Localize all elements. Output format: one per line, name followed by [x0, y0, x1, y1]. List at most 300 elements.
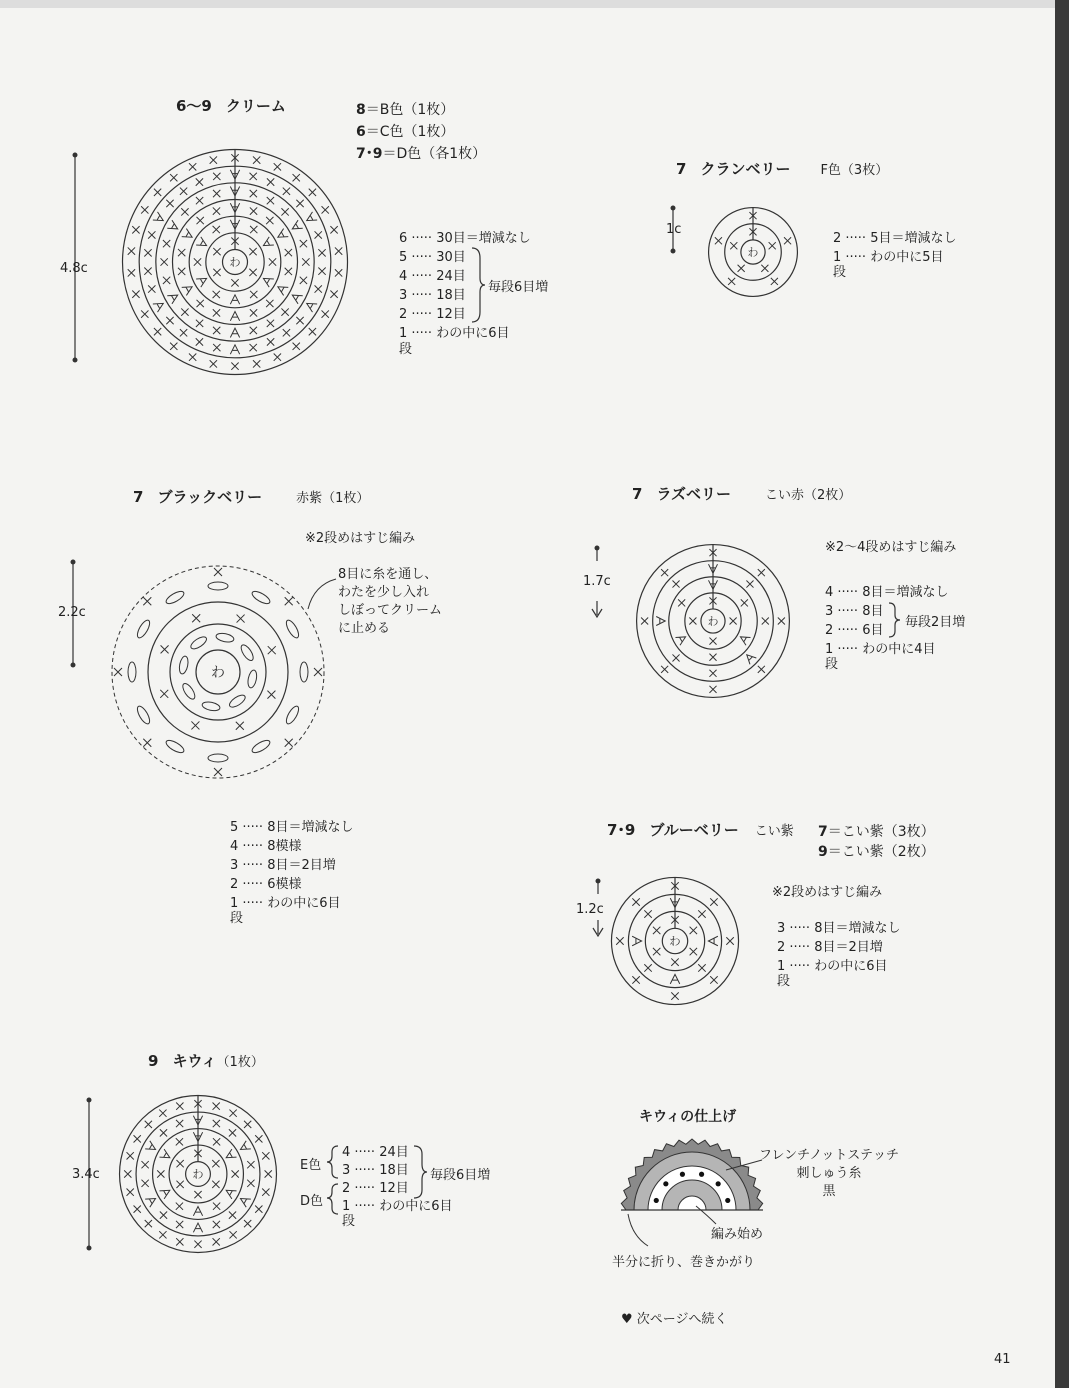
- cream-yarn-text: ＝B色（1枚）: [365, 102, 455, 118]
- single-crochet-mark: [285, 249, 292, 256]
- single-crochet-mark: [212, 1160, 219, 1167]
- single-crochet-mark: [180, 329, 187, 336]
- single-crochet-mark: [178, 249, 185, 256]
- single-crochet-mark: [250, 207, 257, 214]
- single-crochet-mark: [709, 670, 716, 677]
- cranberry-size-label: 1c: [666, 222, 682, 237]
- raspberry-title-number: 7: [632, 485, 643, 503]
- single-crochet-mark: [741, 599, 748, 606]
- french-knot-seed: [699, 1172, 704, 1177]
- single-crochet-mark: [281, 308, 288, 315]
- single-crochet-mark: [710, 898, 717, 905]
- french-knot-seed: [663, 1181, 668, 1186]
- single-crochet-mark: [762, 617, 769, 624]
- increase-mark: [238, 1195, 251, 1208]
- continued-text: 次ページへ続く: [636, 1312, 728, 1327]
- single-crochet-mark: [698, 964, 705, 971]
- single-crochet-mark: [213, 1221, 220, 1228]
- single-crochet-mark: [229, 1129, 236, 1136]
- single-crochet-mark: [268, 646, 276, 654]
- increase-mark-stroke: [261, 274, 274, 287]
- single-crochet-mark: [653, 948, 660, 955]
- kiwi-finish-start: 編み始め: [711, 1227, 764, 1242]
- increase-mark: [230, 312, 239, 321]
- magic-ring-label: わ: [669, 934, 681, 949]
- cream-title-name: クリーム: [225, 97, 286, 115]
- single-crochet-mark: [267, 320, 274, 327]
- increase-mark-stroke: [153, 299, 166, 312]
- puff-stitch-mark: [300, 662, 308, 682]
- blackberry-stitch-diagram: [106, 560, 330, 784]
- cranberry-title-number: 7: [676, 160, 687, 178]
- cream-brace: [470, 246, 486, 324]
- single-crochet-mark: [758, 666, 765, 673]
- kiwi-finish-title: キウィの仕上げ: [639, 1109, 737, 1125]
- blackberry-note: ※2段めはすじ編み: [305, 531, 416, 546]
- puff-stitch-mark: [135, 704, 152, 725]
- single-crochet-mark: [709, 638, 716, 645]
- single-crochet-mark: [176, 1203, 183, 1210]
- single-crochet-mark: [293, 174, 300, 181]
- puff-stitch-mark: [250, 738, 271, 755]
- row-dan-label: 段: [825, 657, 839, 672]
- row-text: 3 ····· 8目＝2目増: [230, 858, 336, 873]
- increase-mark: [196, 274, 209, 287]
- single-crochet-mark: [249, 269, 256, 276]
- single-crochet-mark: [296, 317, 303, 324]
- cream-title-number: 6〜9: [176, 97, 212, 115]
- single-crochet-mark: [616, 937, 623, 944]
- single-crochet-mark: [330, 226, 337, 233]
- single-crochet-mark: [689, 617, 696, 624]
- cream-yarn-num: 7･9: [356, 146, 383, 162]
- puff-stitch-mark: [250, 589, 271, 606]
- single-crochet-mark: [196, 320, 203, 327]
- single-crochet-mark: [197, 217, 204, 224]
- single-crochet-mark: [159, 1231, 166, 1238]
- kiwi-brace-note: 毎段6目増: [430, 1168, 491, 1183]
- row-dan-label: 段: [342, 1214, 356, 1229]
- blackberry-callout-leader: [300, 575, 340, 615]
- callout-line: 8目に糸を通し、: [338, 567, 438, 582]
- single-crochet-mark: [274, 163, 281, 170]
- increase-mark-stroke: [230, 328, 239, 337]
- increase-mark: [193, 1207, 202, 1216]
- single-crochet-mark: [285, 739, 293, 747]
- single-crochet-mark: [661, 666, 668, 673]
- row-text: 3 ····· 18目: [399, 288, 466, 303]
- increase-mark-stroke: [224, 1149, 237, 1162]
- single-crochet-mark: [160, 1211, 167, 1218]
- row-text: 2 ····· 6模様: [230, 877, 302, 892]
- increase-mark: [676, 633, 688, 645]
- callout-line: わたを少し入れ: [338, 585, 430, 600]
- increase-mark-stroke: [261, 237, 274, 250]
- single-crochet-mark: [213, 1120, 220, 1127]
- blueberry-title-number: 7･9: [607, 821, 636, 839]
- magic-ring-label: わ: [192, 1168, 204, 1182]
- increase-mark: [153, 212, 166, 225]
- single-crochet-mark: [166, 317, 173, 324]
- row-text: 3 ····· 8目: [825, 604, 884, 619]
- increase-mark-stroke: [290, 220, 303, 233]
- increase-mark-stroke: [744, 652, 757, 665]
- single-crochet-mark: [709, 654, 716, 661]
- blueberry-row-list: [777, 919, 900, 988]
- single-crochet-mark: [262, 1152, 269, 1159]
- single-crochet-mark: [255, 1135, 262, 1142]
- increase-mark: [290, 220, 303, 233]
- increase-mark-stroke: [708, 936, 717, 945]
- single-crochet-mark: [134, 1205, 141, 1212]
- single-crochet-mark: [213, 291, 220, 298]
- increase-mark: [230, 345, 239, 354]
- puff-stitch-mark: [239, 643, 256, 662]
- single-crochet-mark: [213, 207, 220, 214]
- blueberry-yarn-text: ＝こい紫（2枚）: [827, 844, 935, 860]
- single-crochet-mark: [141, 310, 148, 317]
- blueberry-yarn-text: ＝こい紫（3枚）: [827, 824, 935, 840]
- row-text: 1 ····· わの中に6目: [399, 326, 510, 341]
- single-crochet-mark: [315, 285, 322, 292]
- single-crochet-mark: [213, 1203, 220, 1210]
- single-crochet-mark: [192, 614, 200, 622]
- single-crochet-mark: [160, 690, 168, 698]
- increase-mark: [167, 220, 180, 233]
- row-text: 1 ····· わの中に6目: [342, 1199, 453, 1214]
- increase-mark-stroke: [153, 212, 166, 225]
- single-crochet-mark: [265, 1170, 272, 1177]
- puff-stitch-mark: [247, 669, 258, 688]
- cranberry-color: F色（3枚）: [820, 163, 889, 178]
- single-crochet-mark: [231, 279, 238, 286]
- single-crochet-mark: [784, 237, 791, 244]
- raspberry-stitch-diagram: [637, 545, 789, 697]
- single-crochet-mark: [300, 277, 307, 284]
- row-text: 3 ····· 18目: [342, 1163, 409, 1178]
- blueberry-note: ※2段めはすじ編み: [772, 885, 883, 900]
- kiwi-count: （1枚）: [216, 1055, 264, 1070]
- row-dan-label: 段: [833, 265, 847, 280]
- callout-line: に止める: [338, 621, 391, 636]
- single-crochet-mark: [176, 1120, 183, 1127]
- increase-mark-stroke: [304, 212, 317, 225]
- single-crochet-mark: [250, 309, 257, 316]
- single-crochet-mark: [237, 615, 245, 623]
- row-text: 2 ····· 12目: [342, 1181, 409, 1196]
- single-crochet-mark: [709, 686, 716, 693]
- single-crochet-mark: [170, 174, 177, 181]
- single-crochet-mark: [197, 300, 204, 307]
- single-crochet-mark: [274, 353, 281, 360]
- increase-mark-stroke: [656, 616, 665, 625]
- single-crochet-mark: [266, 300, 273, 307]
- single-crochet-mark: [644, 964, 651, 971]
- single-crochet-mark: [315, 231, 322, 238]
- raspberry-brace: [887, 601, 903, 639]
- row-dan-label: 段: [777, 974, 791, 989]
- single-crochet-mark: [322, 310, 329, 317]
- increase-mark-stroke: [276, 283, 289, 296]
- single-crochet-mark: [715, 237, 722, 244]
- callout-line: 黒: [822, 1184, 836, 1199]
- increase-mark-stroke: [738, 633, 750, 645]
- increase-mark: [670, 974, 679, 983]
- single-crochet-mark: [236, 722, 244, 730]
- single-crochet-mark: [285, 268, 292, 275]
- single-crochet-mark: [267, 338, 274, 345]
- single-crochet-mark: [159, 1110, 166, 1117]
- increase-mark: [196, 237, 209, 250]
- kiwi-stitch-diagram: [120, 1096, 276, 1252]
- increase-mark: [224, 1186, 237, 1199]
- single-crochet-mark: [671, 992, 678, 999]
- puff-stitch-mark: [208, 754, 228, 762]
- single-crochet-mark: [154, 189, 161, 196]
- raspberry-note: ※2〜4段めはすじ編み: [825, 540, 957, 555]
- increase-mark: [167, 291, 180, 304]
- single-crochet-mark: [213, 173, 220, 180]
- single-crochet-mark: [250, 226, 257, 233]
- single-crochet-mark: [196, 178, 203, 185]
- cranberry-stitch-diagram: [709, 208, 795, 294]
- increase-mark-stroke: [304, 299, 317, 312]
- single-crochet-mark: [145, 1121, 152, 1128]
- single-crochet-mark: [143, 597, 151, 605]
- single-crochet-mark: [213, 1103, 220, 1110]
- single-crochet-mark: [148, 231, 155, 238]
- single-crochet-mark: [132, 226, 139, 233]
- single-crochet-mark: [262, 1189, 269, 1196]
- single-crochet-mark: [141, 1161, 148, 1168]
- single-crochet-mark: [322, 206, 329, 213]
- puff-stitch-mark: [135, 618, 152, 639]
- single-crochet-mark: [213, 226, 220, 233]
- single-crochet-mark: [128, 269, 135, 276]
- single-crochet-mark: [196, 338, 203, 345]
- increase-mark-stroke: [238, 1195, 251, 1208]
- single-crochet-mark: [176, 1138, 183, 1145]
- raspberry-title: [632, 483, 851, 504]
- row-dan-label: 段: [399, 342, 413, 357]
- kiwi-title-name: キウィ: [172, 1052, 217, 1070]
- single-crochet-mark: [127, 1189, 134, 1196]
- increase-mark: [261, 237, 274, 250]
- cream-brace-note: 毎段6目増: [488, 280, 549, 295]
- increase-mark: [193, 1223, 202, 1232]
- kiwi-finish-fold: 半分に折り、巻きかがり: [612, 1255, 756, 1270]
- single-crochet-mark: [229, 1211, 236, 1218]
- single-crochet-mark: [213, 1138, 220, 1145]
- raspberry-color: こい赤（2枚）: [765, 488, 852, 503]
- scan-right-edge: [1055, 0, 1069, 1388]
- increase-mark: [656, 616, 665, 625]
- single-crochet-mark: [253, 156, 260, 163]
- single-crochet-mark: [250, 344, 257, 351]
- single-crochet-mark: [771, 278, 778, 285]
- increase-mark: [230, 328, 239, 337]
- blackberry-color: 赤紫（1枚）: [296, 491, 370, 506]
- increase-mark-stroke: [632, 936, 641, 945]
- cream-stitch-diagram: [123, 150, 347, 374]
- single-crochet-mark: [661, 569, 668, 576]
- increase-mark: [182, 229, 195, 242]
- single-crochet-mark: [730, 617, 737, 624]
- row-dan-label: 段: [230, 911, 244, 926]
- single-crochet-mark: [176, 1160, 183, 1167]
- single-crochet-mark: [266, 217, 273, 224]
- increase-mark: [145, 1141, 158, 1154]
- single-crochet-mark: [145, 1220, 152, 1227]
- puff-stitch-mark: [228, 693, 247, 710]
- french-knot-seed: [716, 1181, 721, 1186]
- increase-mark-stroke: [670, 974, 679, 983]
- single-crochet-mark: [157, 1170, 164, 1177]
- row-text: 5 ····· 30目: [399, 250, 466, 265]
- single-crochet-mark: [214, 768, 222, 776]
- single-crochet-mark: [166, 200, 173, 207]
- magic-ring-label: わ: [707, 614, 719, 628]
- kiwi-e-label: E色: [300, 1158, 322, 1173]
- single-crochet-mark: [309, 328, 316, 335]
- single-crochet-mark: [746, 580, 753, 587]
- increase-mark-stroke: [145, 1141, 158, 1154]
- increase-mark: [182, 283, 195, 296]
- single-crochet-mark: [210, 156, 217, 163]
- single-crochet-mark: [672, 654, 679, 661]
- row-text: 5 ····· 8目＝増減なし: [230, 820, 354, 835]
- puff-stitch-mark: [164, 738, 185, 755]
- single-crochet-mark: [213, 248, 220, 255]
- single-crochet-mark: [144, 267, 151, 274]
- callout-line: フレンチノットステッチ: [759, 1148, 899, 1163]
- single-crochet-mark: [300, 240, 307, 247]
- kiwi-finish-callout: [759, 1147, 899, 1201]
- single-crochet-mark: [690, 948, 697, 955]
- single-crochet-mark: [176, 1221, 183, 1228]
- single-crochet-mark: [160, 1129, 167, 1136]
- french-knot-seed: [654, 1198, 659, 1203]
- kiwi-row-list: [342, 1144, 452, 1228]
- row-text: 6 ····· 30目＝増減なし: [399, 231, 531, 246]
- single-crochet-mark: [309, 189, 316, 196]
- single-crochet-mark: [728, 278, 735, 285]
- row-text: 4 ····· 24目: [342, 1145, 409, 1160]
- row-text: 2 ····· 12目: [399, 307, 466, 322]
- page-number: 41: [994, 1352, 1011, 1367]
- single-crochet-mark: [253, 360, 260, 367]
- single-crochet-mark: [318, 267, 325, 274]
- single-crochet-mark: [213, 1238, 220, 1245]
- row-text: 2 ····· 8目＝2目増: [777, 940, 883, 955]
- blackberry-title: [133, 486, 369, 507]
- puff-stitch-mark: [215, 632, 234, 643]
- cream-size-label: 4.8c: [60, 261, 88, 276]
- kiwi-size-label: 3.4c: [72, 1167, 100, 1182]
- single-crochet-mark: [644, 910, 651, 917]
- row-text: 1 ····· わの中に5目: [833, 250, 944, 265]
- increase-mark-stroke: [182, 229, 195, 242]
- increase-mark: [261, 274, 274, 287]
- single-crochet-mark: [738, 265, 745, 272]
- cranberry-title-name: クランベリー: [700, 160, 791, 178]
- increase-mark-stroke: [224, 1186, 237, 1199]
- single-crochet-mark: [255, 1205, 262, 1212]
- row-text: 1 ····· わの中に4目: [825, 642, 936, 657]
- kiwi-d-label: D色: [300, 1194, 324, 1209]
- row-text: 4 ····· 24目: [399, 269, 466, 284]
- single-crochet-mark: [194, 1191, 201, 1198]
- single-crochet-mark: [163, 240, 170, 247]
- single-crochet-mark: [141, 206, 148, 213]
- single-crochet-mark: [181, 208, 188, 215]
- single-crochet-mark: [293, 343, 300, 350]
- single-crochet-mark: [176, 1103, 183, 1110]
- row-text: 4 ····· 8目＝増減なし: [825, 585, 949, 600]
- magic-ring-label: わ: [211, 665, 225, 682]
- single-crochet-mark: [641, 617, 648, 624]
- single-crochet-mark: [134, 1135, 141, 1142]
- single-crochet-mark: [244, 1121, 251, 1128]
- callout-line: しぼってクリーム: [338, 603, 443, 618]
- single-crochet-mark: [267, 691, 275, 699]
- single-crochet-mark: [672, 580, 679, 587]
- single-crochet-mark: [229, 1110, 236, 1117]
- increase-mark-stroke: [290, 291, 303, 304]
- increase-mark: [159, 1186, 172, 1199]
- single-crochet-mark: [128, 247, 135, 254]
- increase-mark: [276, 283, 289, 296]
- row-text: 2 ····· 6目: [825, 623, 884, 638]
- puff-stitch-mark: [181, 682, 198, 701]
- cranberry-title: [676, 158, 888, 179]
- increase-mark: [238, 1141, 251, 1154]
- fold-callout-leader: [628, 1214, 648, 1246]
- increase-mark-stroke: [230, 312, 239, 321]
- puff-stitch-mark: [178, 655, 189, 674]
- single-crochet-mark: [247, 1161, 254, 1168]
- raspberry-title-name: ラズベリー: [656, 485, 731, 503]
- heart-icon: ♥: [621, 1312, 633, 1327]
- single-crochet-mark: [232, 1170, 239, 1177]
- raspberry-size-label: 1.7c: [583, 574, 611, 589]
- single-crochet-mark: [632, 898, 639, 905]
- single-crochet-mark: [335, 269, 342, 276]
- single-crochet-mark: [148, 285, 155, 292]
- single-crochet-mark: [194, 1241, 201, 1248]
- single-crochet-mark: [210, 360, 217, 367]
- single-crochet-mark: [213, 309, 220, 316]
- single-crochet-mark: [191, 721, 199, 729]
- increase-mark-stroke: [167, 220, 180, 233]
- cream-yarn-list: [356, 99, 486, 165]
- single-crochet-mark: [114, 668, 122, 676]
- single-crochet-mark: [141, 1180, 148, 1187]
- single-crochet-mark: [213, 190, 220, 197]
- single-crochet-mark: [296, 200, 303, 207]
- increase-mark-stroke: [230, 295, 239, 304]
- increase-mark: [145, 1195, 158, 1208]
- increase-mark-stroke: [238, 1141, 251, 1154]
- single-crochet-mark: [250, 291, 257, 298]
- blueberry-yarn-num: 9: [818, 844, 828, 860]
- single-crochet-mark: [335, 247, 342, 254]
- single-crochet-mark: [161, 645, 169, 653]
- increase-mark-stroke: [196, 274, 209, 287]
- cream-title: [176, 95, 286, 116]
- puff-stitch-mark: [284, 618, 301, 639]
- single-crochet-mark: [180, 188, 187, 195]
